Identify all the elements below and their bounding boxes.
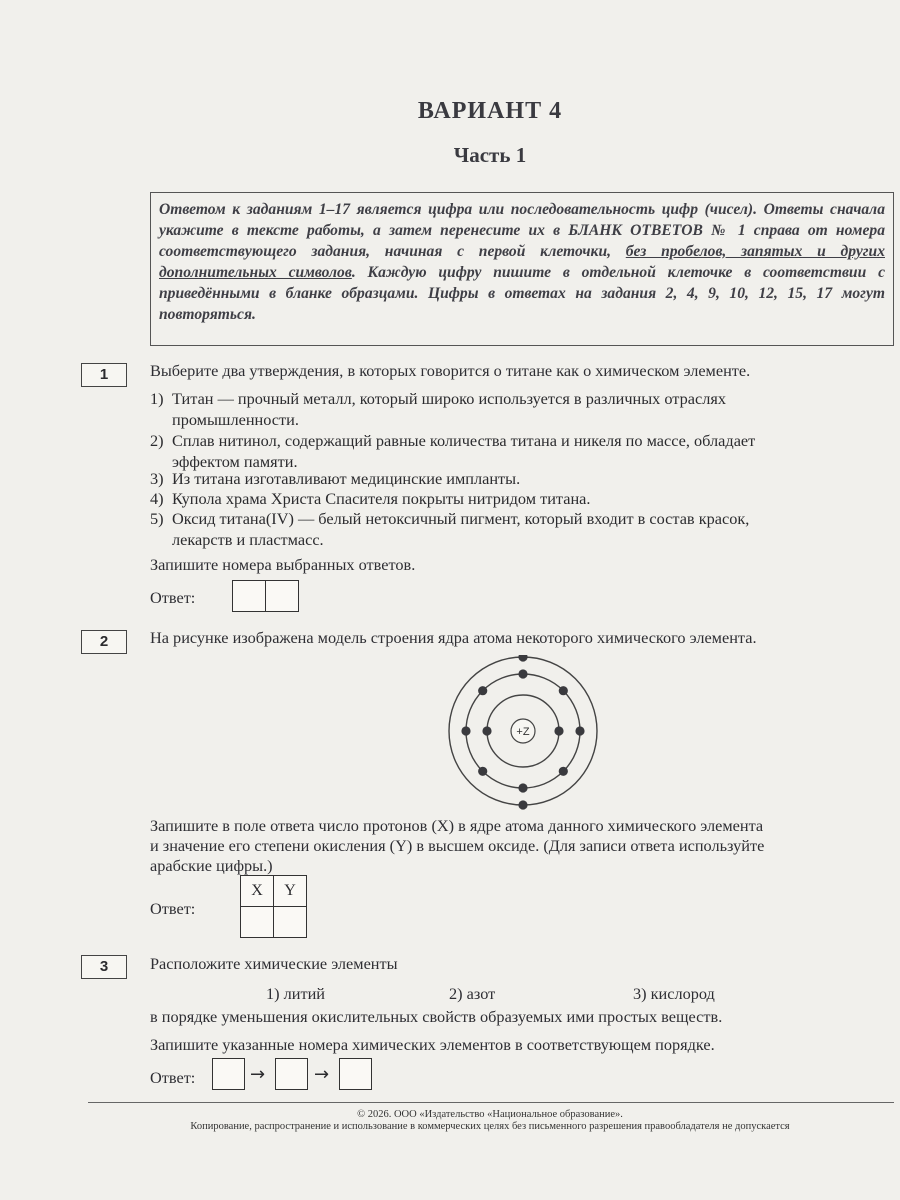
electron bbox=[518, 783, 527, 792]
task1-answer-label: Ответ: bbox=[150, 588, 196, 607]
task3-answer-cell-2[interactable] bbox=[275, 1058, 308, 1090]
task1-answer-cell-2[interactable] bbox=[265, 580, 299, 612]
atom-model-diagram bbox=[440, 655, 610, 810]
variant-title: ВАРИАНТ 4 bbox=[417, 98, 563, 124]
task1-option-3 bbox=[150, 468, 896, 489]
instruction-box bbox=[150, 192, 894, 346]
electron bbox=[461, 726, 470, 735]
task3-answer-cell-3[interactable] bbox=[339, 1058, 372, 1090]
option-text-cont: лекарств и пластмасс. bbox=[172, 530, 324, 549]
task1-question: Выберите два утверждения, в которых говорится о титане как о химическом элементе. bbox=[150, 361, 751, 380]
option-text: Оксид титана(IV) — белый нетоксичный пигмент, который входит в состав красок, bbox=[172, 509, 750, 528]
option-number: 3) bbox=[150, 469, 164, 488]
option-text: Купола храма Христа Спасителя покрыты нитридом титана. bbox=[172, 489, 591, 508]
task2-question: На рисунке изображена модель строения ядра атома некоторого химического элемента. bbox=[150, 628, 757, 647]
task2-prompt-line3: арабские цифры.) bbox=[150, 856, 273, 875]
option-number: 5) bbox=[150, 509, 164, 528]
task1-answer-cell-1[interactable] bbox=[232, 580, 266, 612]
option-text: Сплав нитинол, содержащий равные количества титана и никеля по массе, обладает bbox=[172, 431, 756, 450]
electron bbox=[554, 726, 563, 735]
option-number: 4) bbox=[150, 489, 164, 508]
part-title: Часть 1 bbox=[453, 143, 527, 167]
option-text-cont: эффектом памяти. bbox=[172, 452, 298, 471]
task1-prompt: Запишите номера выбранных ответов. bbox=[150, 555, 416, 574]
footer-divider bbox=[88, 1102, 894, 1103]
task-number-1: 1 bbox=[81, 363, 127, 387]
nucleus-label: +Z bbox=[516, 726, 530, 738]
task3-answer-label: Ответ: bbox=[150, 1068, 196, 1087]
electron bbox=[518, 800, 527, 809]
electron bbox=[518, 669, 527, 678]
task1-option-4 bbox=[150, 488, 896, 509]
task-number-3: 3 bbox=[81, 955, 127, 979]
electron bbox=[518, 655, 527, 662]
footer-copyright: © 2026. ООО «Издательство «Национальное образование». bbox=[357, 1109, 623, 1120]
option-text: Из титана изготавливают медицинские импланты. bbox=[172, 469, 521, 488]
task-number-2: 2 bbox=[81, 630, 127, 654]
arrow-icon: → bbox=[250, 1064, 266, 1085]
electron bbox=[575, 726, 584, 735]
arrow-icon: → bbox=[314, 1064, 330, 1085]
footer-notice: Копирование, распространение и использование в коммерческих целях без письменного разрешения правообладателя не допускается bbox=[190, 1121, 790, 1132]
task3-question: Расположите химические элементы bbox=[150, 954, 398, 973]
electron bbox=[559, 686, 568, 695]
task2-prompt-line2: и значение его степени окисления (Y) в высшем оксиде. (Для записи ответа используйте bbox=[150, 836, 765, 855]
task1-option-5 bbox=[150, 508, 896, 550]
task3-element-3: 3) кислород bbox=[633, 984, 715, 1003]
task2-answer-cell-y[interactable] bbox=[273, 906, 307, 938]
task2-col-x-header: X bbox=[240, 875, 274, 907]
option-number: 1) bbox=[150, 389, 164, 408]
instruction-underlined: без пробелов, запятых и других дополнительных символов bbox=[159, 243, 885, 281]
option-text-cont: промышленности. bbox=[172, 410, 299, 429]
task2-answer-label: Ответ: bbox=[150, 899, 196, 918]
task2-col-y-header: Y bbox=[273, 875, 307, 907]
instruction-text-end: . Каждую цифру пишите в отдельной клеточке в соответствии с приведёнными в бланке образцами. Цифры в ответах на задания 2, 4, 9, 10, 12, 15, 17 могут повторяться. bbox=[159, 264, 885, 323]
electron bbox=[482, 726, 491, 735]
task3-element-1: 1) литий bbox=[266, 984, 326, 1003]
electron bbox=[559, 767, 568, 776]
option-text: Титан — прочный металл, который широко используется в различных отраслях bbox=[172, 389, 726, 408]
electron bbox=[478, 686, 487, 695]
task3-prompt: Запишите указанные номера химических элементов в соответствующем порядке. bbox=[150, 1035, 715, 1054]
option-number: 2) bbox=[150, 431, 164, 450]
electron bbox=[478, 767, 487, 776]
task3-answer-cell-1[interactable] bbox=[212, 1058, 245, 1090]
task1-option-1 bbox=[150, 388, 896, 430]
task2-answer-cell-x[interactable] bbox=[240, 906, 274, 938]
task3-element-2: 2) азот bbox=[449, 984, 496, 1003]
task2-prompt-line1: Запишите в поле ответа число протонов (X) в ядре атома данного химического элемента bbox=[150, 816, 764, 835]
instruction-text: Ответом к заданиям 1–17 является цифра или последовательность цифр (чисел). Ответы сначала укажите в тексте работы, а затем перенесите их в БЛАНК ОТВЕТОВ № 1 справа от номера соответствующего задания, начиная с первой клеточки, bbox=[159, 201, 885, 260]
task3-order-text: в порядке уменьшения окислительных свойств образуемых ими простых веществ. bbox=[150, 1007, 723, 1026]
task1-option-2 bbox=[150, 430, 896, 472]
